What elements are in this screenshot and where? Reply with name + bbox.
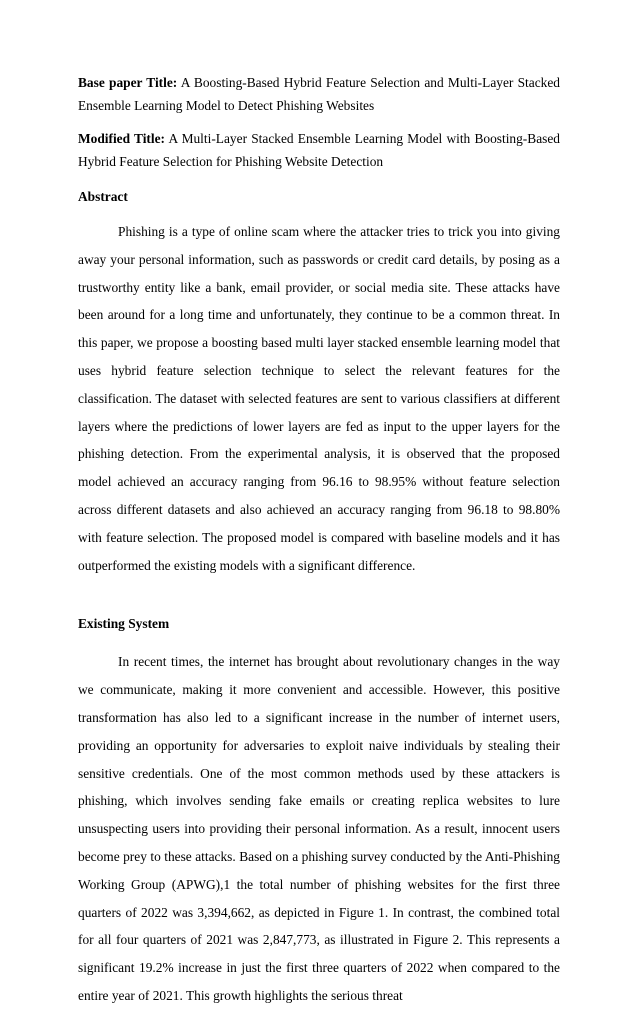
base-paper-title-text: A Boosting-Based Hybrid Feature Selection and Multi-Layer Stacked Ensemble Learning Model to Detect Phishing Websites	[78, 75, 560, 113]
modified-title	[78, 128, 560, 173]
abstract-heading: Abstract	[78, 189, 128, 204]
modified-title-label: Modified Title:	[78, 131, 166, 146]
base-paper-title-label: Base paper Title:	[78, 75, 178, 90]
page-content	[78, 64, 560, 1010]
abstract-body: Phishing is a type of online scam where the attacker tries to trick you into giving away your personal information, such as passwords or credit card details, by posing as a trustworthy entity like a bank, email provider, or social media site. These attacks have been around for a long time and unfortunately, they continue to be a common threat. In this paper, we propose a boosting based multi layer stacked ensemble learning model that uses hybrid feature selection technique to select the relevant features for the classification. The dataset with selected features are sent to various classifiers at different layers where the predictions of lower layers are fed as input to the upper layers for the phishing detection. From the experimental analysis, it is observed that the proposed model achieved an accuracy ranging from 96.16 to 98.95% without feature selection across different datasets and also achieved an accuracy ranging from 96.18 to 98.80% with feature selection. The proposed model is compared with baseline models and it has outperformed the existing models with a significant difference.	[78, 224, 560, 573]
modified-title-text: A Multi-Layer Stacked Ensemble Learning Model with Boosting-Based Hybrid Feature Selection for Phishing Website Detection	[78, 131, 560, 169]
existing-system-body: In recent times, the internet has brought about revolutionary changes in the way we communicate, making it more convenient and accessible. However, this positive transformation has also led to a significant increase in the number of internet users, providing an opportunity for adversaries to exploit naive individuals by stealing their sensitive credentials. One of the most common methods used by these attackers is phishing, which involves sending fake emails or creating replica websites to lure unsuspecting users into providing their personal information. As a result, innocent users become prey to these attacks. Based on a phishing survey conducted by the Anti-Phishing Working Group (APWG),1 the total number of phishing websites for the first three quarters of 2022 was 3,394,662, as depicted in Figure 1. In contrast, the combined total for all four quarters of 2021 was 2,847,773, as illustrated in Figure 2. This represents a significant 19.2% increase in just the first three quarters of 2022 when compared to the entire year of 2021. This growth highlights the serious threat	[78, 654, 560, 1003]
existing-system-heading: Existing System	[78, 616, 170, 632]
base-paper-title	[78, 72, 560, 117]
